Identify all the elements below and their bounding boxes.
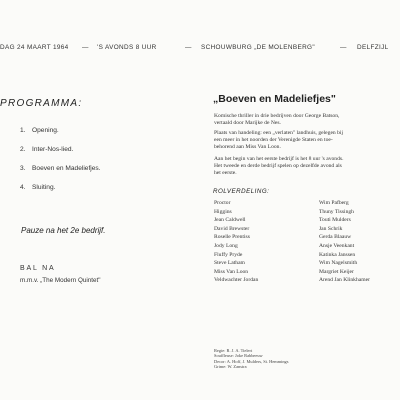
cast-role: Miss Van Loon [214, 268, 249, 275]
cast-role: Steve Latham [214, 260, 245, 267]
text-line: Plaats van handeling: een „verlaten" landhuis, gelegen bij [214, 130, 344, 136]
cast-row [214, 260, 394, 269]
cast-actor: Arend Jan Klinkhamer [319, 277, 370, 284]
cast-actor: Wim Pafberg [319, 200, 349, 206]
programma-title: PROGRAMMA: [0, 98, 83, 109]
pause-note: Pauze na het 2e bedrijf. [21, 226, 106, 235]
list-item [20, 165, 101, 184]
bal-heading: BAL NA [20, 265, 56, 272]
cast-actor: Gerda Blaauw [319, 234, 352, 241]
item-number: 4. [20, 184, 26, 191]
text-line: Komische thriller in drie bedrijven door George Batson, [214, 113, 340, 119]
cast-role: Roselle Prentiss [214, 234, 250, 241]
cast-actor: Katinka Janssen [319, 251, 356, 258]
item-label: Boeven en Madeliefjes. [32, 165, 101, 172]
cast-actor: Jan Schrik [319, 225, 343, 232]
item-number: 1. [20, 127, 26, 134]
header-separator: — [185, 44, 192, 51]
cast-row [214, 226, 394, 235]
play-title: „Boeven en Madeliefjes" [213, 93, 336, 105]
cast-role: Jody Long [214, 242, 238, 249]
rolverdeling-heading: ROLVERDELING: [213, 188, 270, 195]
production-credits [214, 348, 288, 370]
play-setting [214, 130, 394, 152]
cast-row [214, 252, 394, 261]
cast-row [214, 209, 394, 218]
cast-row [214, 234, 394, 243]
cast-row [214, 277, 394, 286]
text-line: Aan het begin van het eerste bedrijf is het 8 uur 's avonds. [214, 156, 344, 162]
cast-role: Jean Caldwell [214, 217, 246, 224]
item-number: 2. [20, 146, 26, 153]
item-number: 3. [20, 165, 26, 172]
cast-role: Higgins [214, 208, 232, 215]
cast-actor: Ansje Veenkant [319, 242, 355, 249]
text-line: het eerste. [214, 170, 237, 177]
item-label: Inter-Nos-lied. [32, 146, 74, 153]
cast-actor: Wim Nagelsmith [319, 260, 358, 267]
event-date: DAG 24 MAART 1964 [0, 44, 69, 51]
cast-row [214, 243, 394, 252]
cast-role: David Brewster [214, 225, 250, 232]
credit-line: Regie: R. J. A. Tielert [214, 348, 253, 353]
event-venue: SCHOUWBURG „DE MOLENBERG" [201, 44, 315, 51]
cast-role: Fluffy Pryde [214, 251, 243, 258]
item-label: Sluiting. [32, 184, 56, 191]
cast-row [214, 200, 394, 209]
play-time [214, 156, 394, 178]
header-separator: — [340, 44, 347, 51]
list-item [20, 184, 101, 203]
cast-role: Veldwachter Jordan [214, 277, 259, 284]
cast-row [214, 217, 394, 226]
list-item [20, 127, 101, 146]
play-intro [214, 113, 394, 127]
cast-actor: Thuny Tissingh [319, 208, 354, 215]
cast-row [214, 269, 394, 278]
text-line: een meer in het noorden der Verenigde Staten en toe- [214, 137, 333, 144]
text-line: behorend aan Miss Van Loon. [214, 144, 281, 151]
band-credit: m.m.v. „The Modern Quintet" [20, 277, 101, 284]
event-time: 'S AVONDS 8 UUR [97, 44, 157, 51]
credit-line: Souffleuse: Joke Rabbeeuw [214, 353, 263, 359]
text-line: Het tweede en derde bedrijf spelen op dezelfde avond als [214, 163, 342, 170]
credit-line: Grime: W. Zanstra [214, 364, 247, 370]
cast-actor: Margriet Keijer [319, 268, 354, 275]
text-line: vertaald door Marijke de Nes. [214, 120, 281, 127]
item-label: Opening. [32, 127, 59, 134]
credit-line: Decor: A. Hoff, J. Mulders, Si. Hemmings [214, 358, 289, 364]
list-item [20, 146, 101, 165]
programma-list [20, 127, 101, 203]
cast-actor: Touti Mulders [319, 217, 351, 224]
cast-role: Proctor [214, 200, 231, 206]
cast-list [214, 200, 394, 286]
event-city: DELFZIJL [357, 44, 389, 51]
header-separator: — [82, 44, 89, 51]
